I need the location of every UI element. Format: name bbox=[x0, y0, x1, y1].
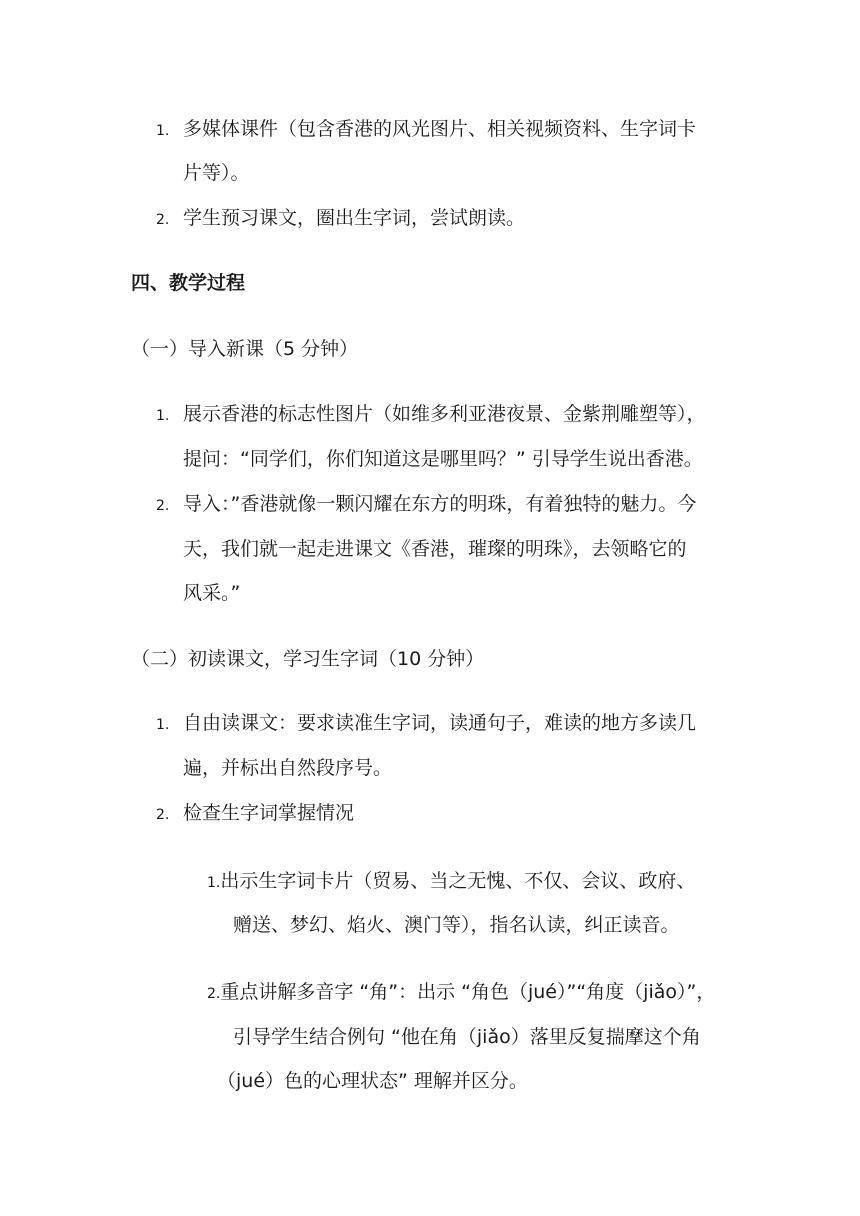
list-item-text: 提问：“同学们，你们知道这是哪里吗？” 引导学生说出香港。 bbox=[183, 448, 703, 470]
sublist-number: 2. bbox=[207, 986, 221, 1002]
subsection-title: （一）导入新课（5 分钟） bbox=[131, 338, 359, 360]
list-number: 1. bbox=[156, 123, 170, 139]
list-item-text: 天，我们就一起走进课文《香港，璀璨的明珠》，去领略它的 bbox=[183, 538, 687, 560]
list-number: 2. bbox=[156, 498, 170, 514]
list-number: 1. bbox=[156, 408, 170, 424]
list-item-text: 检查生字词掌握情况 bbox=[183, 802, 355, 824]
sublist-item-text: 赠送、梦幻、焰火、澳门等），指名认读，纠正读音。 bbox=[233, 914, 680, 936]
sublist-item-text: 重点讲解多音字 “角”：出示 “角色（jué）”“角度（jiǎo）”， bbox=[220, 981, 716, 1003]
list-number: 1. bbox=[156, 717, 170, 733]
list-item-text: 学生预习课文，圈出生字词，尝试朗读。 bbox=[183, 207, 526, 229]
list-number: 2. bbox=[156, 807, 170, 823]
sublist-number: 1. bbox=[207, 875, 221, 891]
section-heading: 四、教学过程 bbox=[131, 272, 246, 294]
sublist-item-text: 出示生字词卡片（贸易、当之无愧、不仅、会议、政府、 bbox=[220, 870, 696, 892]
list-item-text: 展示香港的标志性图片（如维多利亚港夜景、金紫荆雕塑等）， bbox=[183, 403, 706, 425]
list-item-text: 片等）。 bbox=[183, 162, 250, 184]
sublist-item bbox=[207, 979, 715, 1007]
list-item-text: 遍，并标出自然段序号。 bbox=[183, 757, 393, 779]
list-number: 2. bbox=[156, 212, 170, 228]
list-item-text: 自由读课文：要求读准生字词，读通句子，难读的地方多读几 bbox=[183, 712, 697, 734]
list-item-text: 风采。” bbox=[183, 582, 241, 604]
list-item-text: 多媒体课件（包含香港的风光图片、相关视频资料、生字词卡 bbox=[183, 118, 697, 140]
list-item-text: 导入：”香港就像一颗闪耀在东方的明珠，有着独特的魅力。今 bbox=[183, 493, 697, 515]
sublist-item-text: 引导学生结合例句 “他在角（jiǎo）落里反复揣摩这个角 bbox=[233, 1026, 701, 1048]
subsection-title: （二）初读课文，学习生字词（10 分钟） bbox=[131, 648, 485, 670]
sublist-item bbox=[207, 868, 695, 896]
sublist-item-text: （jué）色的心理状态” 理解并区分。 bbox=[217, 1070, 528, 1092]
